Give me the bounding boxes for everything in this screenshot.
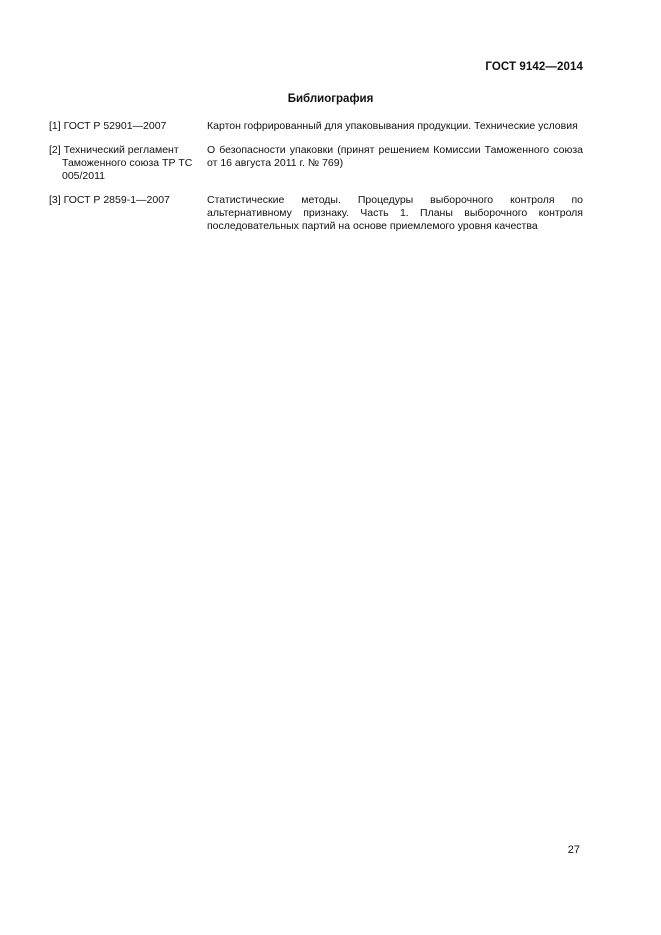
entry-description: Картон гофрированный для упаковывания продукции. Технические условия bbox=[207, 120, 578, 132]
entry-reference: [2] Технический регламент Таможенного союза ТР ТС 005/2011 bbox=[49, 144, 193, 182]
entry-description: Статистические методы. Процедуры выборочного контроля по альтернативному признаку. Часть 1. Планы выборочного контроля последовательных партий на основе приемлемого уровня качества bbox=[207, 194, 583, 232]
page-number: 27 bbox=[567, 844, 580, 856]
entry-reference: [1] ГОСТ Р 52901—2007 bbox=[49, 120, 167, 132]
bibliography-entry bbox=[49, 120, 583, 133]
entry-reference: [3] ГОСТ Р 2859-1—2007 bbox=[49, 194, 170, 206]
bibliography-list bbox=[49, 120, 583, 244]
bibliography-entry bbox=[49, 144, 583, 183]
bibliography-title: Библиография bbox=[287, 93, 374, 105]
document-code: ГОСТ 9142—2014 bbox=[485, 61, 583, 73]
bibliography-entry bbox=[49, 194, 583, 233]
entry-description: О безопасности упаковки (принят решением Комиссии Таможенного союза от 16 августа 2011 г. № 769) bbox=[207, 144, 583, 169]
